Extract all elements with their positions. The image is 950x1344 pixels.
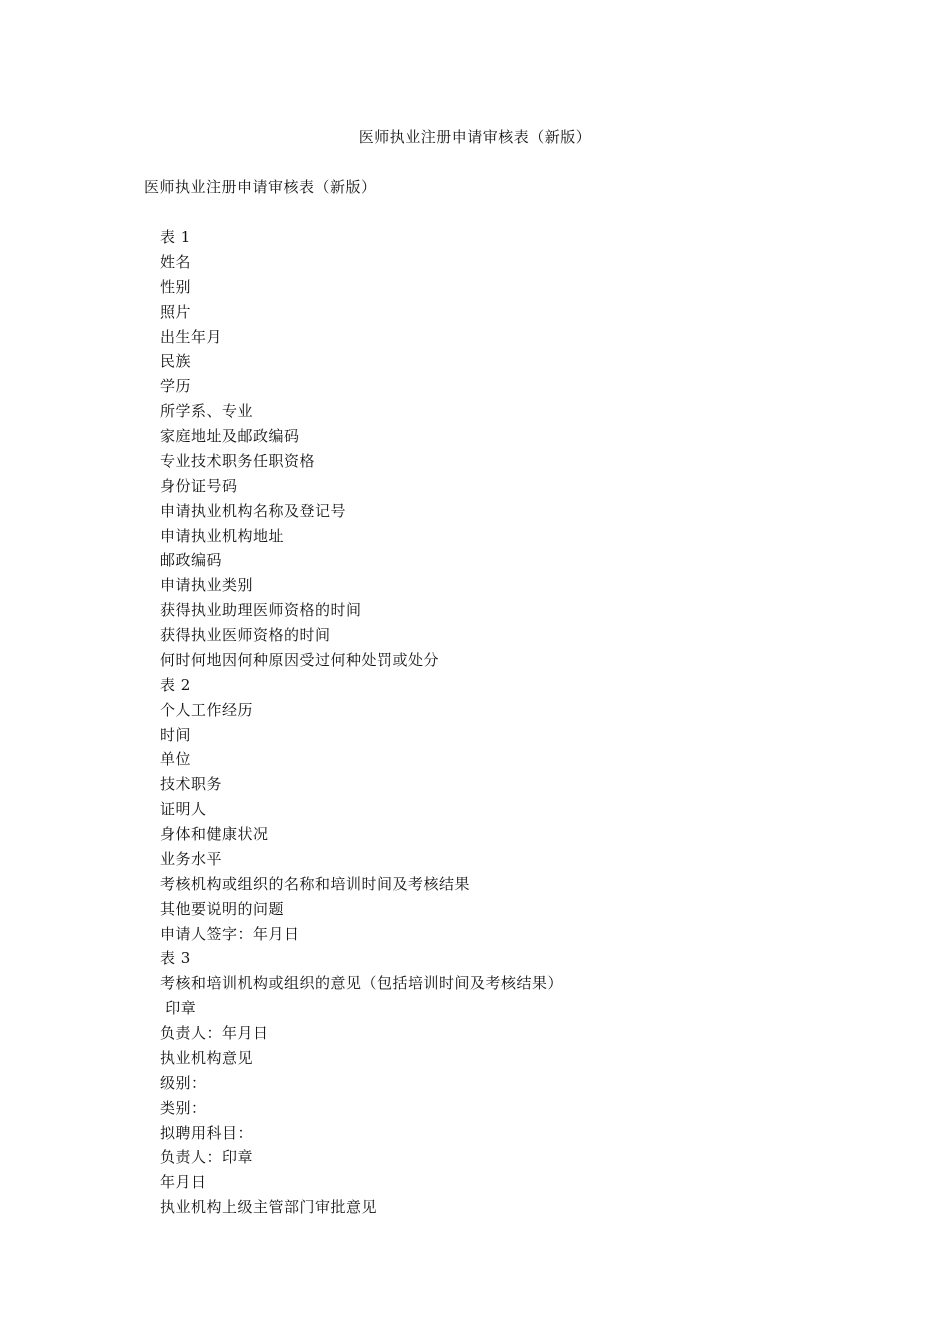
- field-proposed-subject: 拟聘用科目：: [160, 1123, 254, 1142]
- table-label-2: 表 2: [160, 675, 191, 694]
- field-professional-title: 专业技术职务任职资格: [160, 451, 316, 470]
- table-label-1: 表 1: [160, 228, 191, 246]
- field-education: 学历: [160, 377, 192, 396]
- field-competence: 业务水平: [160, 849, 223, 868]
- document-heading: 医师执业注册申请审核表（新版）: [144, 178, 377, 196]
- field-other-notes: 其他要说明的问题: [160, 899, 285, 918]
- field-home-address: 家庭地址及邮政编码: [160, 427, 300, 445]
- field-physician-qualification-date: 获得执业医师资格的时间: [160, 626, 331, 644]
- field-gender: 性别: [160, 277, 192, 296]
- field-institution-opinion: 执业机构意见: [160, 1048, 254, 1067]
- field-reference: 证明人: [160, 800, 207, 819]
- field-seal: 印章: [160, 999, 197, 1018]
- field-postal-code: 邮政编码: [160, 551, 223, 570]
- field-assistant-qualification-date: 获得执业助理医师资格的时间: [160, 601, 362, 620]
- field-health-status: 身体和健康状况: [160, 825, 269, 843]
- field-id-number: 身份证号码: [160, 476, 238, 495]
- field-person-in-charge-seal: 负责人：印章: [160, 1148, 254, 1167]
- field-disciplinary-record: 何时何地因何种原因受过何种处罚或处分: [160, 650, 440, 669]
- field-applicant-signature: 申请人签字：年月日: [160, 924, 300, 943]
- field-birth-date: 出生年月: [160, 327, 223, 346]
- field-assessment-opinion: 考核和培训机构或组织的意见（包括培训时间及考核结果）: [160, 974, 564, 993]
- field-institution-address: 申请执业机构地址: [160, 526, 285, 545]
- field-name: 姓名: [160, 252, 192, 271]
- field-major: 所学系、专业: [160, 402, 254, 421]
- field-work-history: 个人工作经历: [160, 700, 254, 719]
- field-level: 级别：: [160, 1073, 207, 1092]
- field-institution-name: 申请执业机构名称及登记号: [160, 501, 347, 520]
- field-person-in-charge-date: 负责人：年月日: [160, 1024, 269, 1042]
- page-title: 医师执业注册申请审核表（新版）: [358, 128, 592, 146]
- field-supervisor-approval: 执业机构上级主管部门审批意见: [160, 1198, 378, 1217]
- field-date: 年月日: [160, 1173, 207, 1192]
- form-field-list: [160, 226, 563, 1221]
- field-ethnicity: 民族: [160, 352, 192, 371]
- field-technical-position: 技术职务: [160, 775, 223, 794]
- table-label-3: 表 3: [160, 949, 191, 968]
- field-employer: 单位: [160, 750, 192, 769]
- field-practice-category: 申请执业类别: [160, 576, 254, 595]
- field-assessment-org: 考核机构或组织的名称和培训时间及考核结果: [160, 874, 471, 893]
- field-time: 时间: [160, 725, 192, 744]
- field-photo: 照片: [160, 302, 192, 321]
- field-category: 类别：: [160, 1098, 207, 1117]
